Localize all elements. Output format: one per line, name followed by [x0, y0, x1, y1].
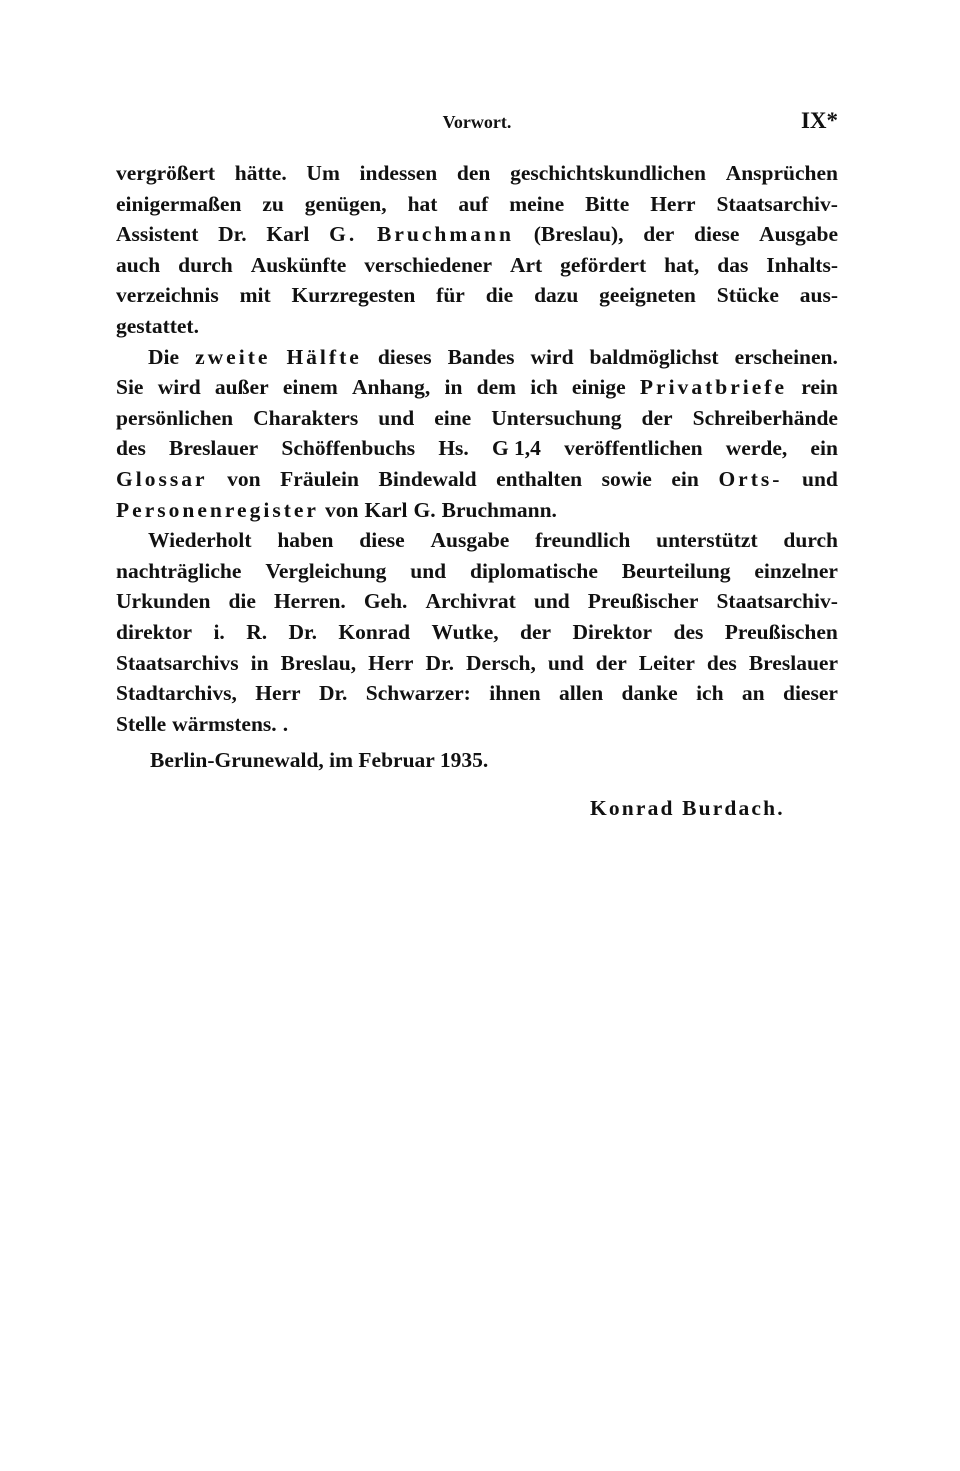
text-line	[116, 464, 838, 495]
text-line	[116, 219, 838, 250]
word: Ausgabe	[430, 528, 510, 553]
word: Karl	[364, 497, 408, 522]
word: genügen,	[304, 191, 387, 216]
text-line	[116, 648, 838, 679]
word: Ausgabe	[759, 222, 838, 247]
word: wärmstens.	[172, 711, 277, 736]
word: zweite	[195, 344, 271, 369]
word: Preußischen	[724, 619, 838, 644]
word: Ansprüchen	[725, 161, 838, 185]
word: meine	[509, 191, 565, 216]
word: und	[547, 650, 584, 675]
word: geeigneten	[599, 283, 696, 308]
word: Archivrat	[425, 589, 516, 614]
word: Herr	[255, 681, 301, 706]
text-line	[116, 280, 838, 311]
word: Auskünfte	[250, 252, 347, 277]
word: die	[228, 589, 256, 614]
dateline: Berlin-Grunewald, im Februar 1935.	[150, 748, 489, 772]
word: (Breslau),	[533, 222, 624, 247]
text-line	[116, 556, 838, 587]
word: Bandes	[447, 344, 515, 369]
word: Preußischer	[587, 589, 699, 614]
word: Assistent	[116, 222, 199, 247]
word: Herr	[650, 191, 696, 216]
text-line	[116, 495, 838, 526]
word: der	[641, 405, 673, 430]
word: G.	[329, 222, 358, 247]
word: hat,	[664, 252, 700, 277]
text-line	[116, 678, 838, 709]
word: indessen	[359, 161, 438, 185]
word: erscheinen.	[734, 344, 838, 369]
body-text	[116, 158, 838, 739]
text-line	[116, 433, 838, 464]
word: in	[444, 375, 463, 400]
word: auf	[458, 191, 489, 216]
word: von	[325, 497, 359, 522]
word: der	[595, 650, 627, 675]
text-line	[116, 617, 838, 648]
word: R.	[246, 619, 268, 644]
word: das	[717, 252, 749, 277]
word: Herren.	[273, 589, 346, 614]
word: Untersuchung	[491, 405, 622, 430]
word: ein	[671, 466, 699, 491]
word: Konrad	[338, 619, 411, 644]
word: baldmöglichst	[589, 344, 719, 369]
word: Anhang,	[351, 375, 431, 400]
word: Dr.	[318, 681, 348, 706]
word: Sie	[116, 375, 144, 400]
word: enthalten	[496, 466, 583, 491]
word: Breslau,	[280, 650, 357, 675]
word: gestattet.	[116, 313, 199, 338]
word: freundlich	[535, 528, 631, 553]
page-number: IX*	[800, 108, 838, 133]
word: dieser	[782, 681, 838, 706]
word: Stelle	[116, 711, 167, 736]
word: Breslauer	[169, 436, 259, 461]
word: verschiedener	[364, 252, 493, 277]
word: persönlichen	[116, 405, 234, 430]
word: Fräulein	[280, 466, 359, 491]
word: Direktor	[572, 619, 653, 644]
text-line	[116, 525, 838, 556]
word: geschichtskundlichen	[510, 161, 706, 185]
word: diese	[359, 528, 405, 553]
word: Stadtarchivs,	[116, 681, 237, 706]
word: die	[485, 283, 514, 308]
word: G.	[413, 497, 436, 522]
word: hat	[407, 191, 438, 216]
word: Dersch,	[465, 650, 536, 675]
word: danke	[621, 681, 678, 706]
word: wird	[530, 344, 574, 369]
word: Breslauer	[748, 650, 838, 675]
word: Kurzregesten	[291, 283, 416, 308]
word: Orts-	[718, 466, 783, 491]
word: mit	[239, 283, 271, 308]
word: Dr.	[288, 619, 318, 644]
word: außer	[214, 375, 269, 400]
word: auch	[116, 252, 161, 277]
word: direktor	[116, 619, 193, 644]
word: Staatsarchiv-	[716, 589, 838, 614]
word: ich	[696, 681, 724, 706]
word: Wutke,	[431, 619, 499, 644]
word: nachträgliche	[116, 558, 242, 583]
word: Glossar	[116, 466, 208, 491]
word: und	[378, 405, 415, 430]
word: durch	[783, 528, 838, 553]
word: zu	[262, 191, 284, 216]
word: Staatsarchiv-	[716, 191, 838, 216]
word: veröffentlichen	[564, 436, 703, 461]
word: Vergleichung	[265, 558, 387, 583]
text-line	[116, 189, 838, 220]
word: des	[673, 619, 704, 644]
word: und	[802, 466, 838, 491]
word: Privatbriefe	[639, 375, 788, 400]
word: rein	[801, 375, 838, 400]
word: des	[706, 650, 737, 675]
word: in	[250, 650, 269, 675]
text-line	[116, 372, 838, 403]
word: einige	[571, 375, 626, 400]
running-head	[116, 108, 838, 138]
text-line	[116, 586, 838, 617]
word: Dr.	[218, 222, 247, 247]
word: ihnen	[489, 681, 541, 706]
word: einem	[282, 375, 338, 400]
word: Stücke	[716, 283, 779, 308]
word: Leiter	[638, 650, 695, 675]
word: sowie	[601, 466, 652, 491]
word: Karl	[266, 222, 310, 247]
word: Schöffenbuchs	[281, 436, 416, 461]
word: Dr.	[425, 650, 454, 675]
word: Hälfte	[286, 344, 362, 369]
word: Inhalts-	[766, 252, 838, 277]
stray-mark: .	[282, 711, 289, 736]
word: Beurteilung	[621, 558, 731, 583]
word: dem	[476, 375, 517, 400]
word: der	[643, 222, 675, 247]
word: einigermaßen	[116, 191, 242, 216]
word: den	[456, 161, 491, 185]
word: Schreiberhände	[692, 405, 838, 430]
word: Bruchmann.	[441, 497, 557, 522]
word: Um	[306, 161, 340, 185]
word: Schwarzer:	[365, 681, 471, 706]
word: der	[520, 619, 552, 644]
word: Geh.	[363, 589, 408, 614]
word: vergrößert	[116, 161, 216, 185]
text-line	[116, 311, 838, 342]
word: wird	[157, 375, 201, 400]
word: und	[410, 558, 447, 583]
text-line	[116, 342, 838, 373]
word: hätte.	[234, 161, 287, 185]
word: von	[227, 466, 261, 491]
text-line	[116, 403, 838, 434]
word: ich	[530, 375, 558, 400]
word: dieses	[377, 344, 432, 369]
word: diplomatische	[470, 558, 598, 583]
word: Hs.	[438, 436, 469, 461]
word: verzeichnis	[116, 283, 219, 308]
word: ein	[810, 436, 838, 461]
word: Bitte	[585, 191, 630, 216]
word: Wiederholt	[148, 528, 252, 553]
word: Personenregister	[116, 497, 319, 522]
signature: Konrad Burdach.	[590, 796, 785, 820]
running-title: Vorwort.	[442, 112, 512, 132]
text-line	[116, 158, 838, 189]
word: haben	[277, 528, 334, 553]
word: Urkunden	[116, 589, 211, 614]
word: Bruchmann	[376, 222, 514, 247]
word: Die	[148, 344, 180, 369]
word: Staatsarchivs	[116, 650, 239, 675]
word: Herr	[368, 650, 414, 675]
word: Bindewald	[378, 466, 477, 491]
word: Art	[509, 252, 543, 277]
word: an	[741, 681, 765, 706]
word: aus-	[799, 283, 838, 308]
word: werde,	[725, 436, 788, 461]
text-line	[116, 250, 838, 281]
word: diese	[694, 222, 740, 247]
word: unterstützt	[656, 528, 758, 553]
word: einzelner	[754, 558, 838, 583]
word: gefördert	[560, 252, 647, 277]
word: und	[533, 589, 570, 614]
word: des	[116, 436, 146, 461]
text-line	[116, 709, 838, 740]
word: G 1,4	[491, 436, 541, 461]
word: für	[436, 283, 465, 308]
word: allen	[558, 681, 604, 706]
word: dazu	[534, 283, 579, 308]
word: eine	[434, 405, 472, 430]
word: i.	[213, 619, 225, 644]
word: Charakters	[253, 405, 359, 430]
word: durch	[178, 252, 233, 277]
